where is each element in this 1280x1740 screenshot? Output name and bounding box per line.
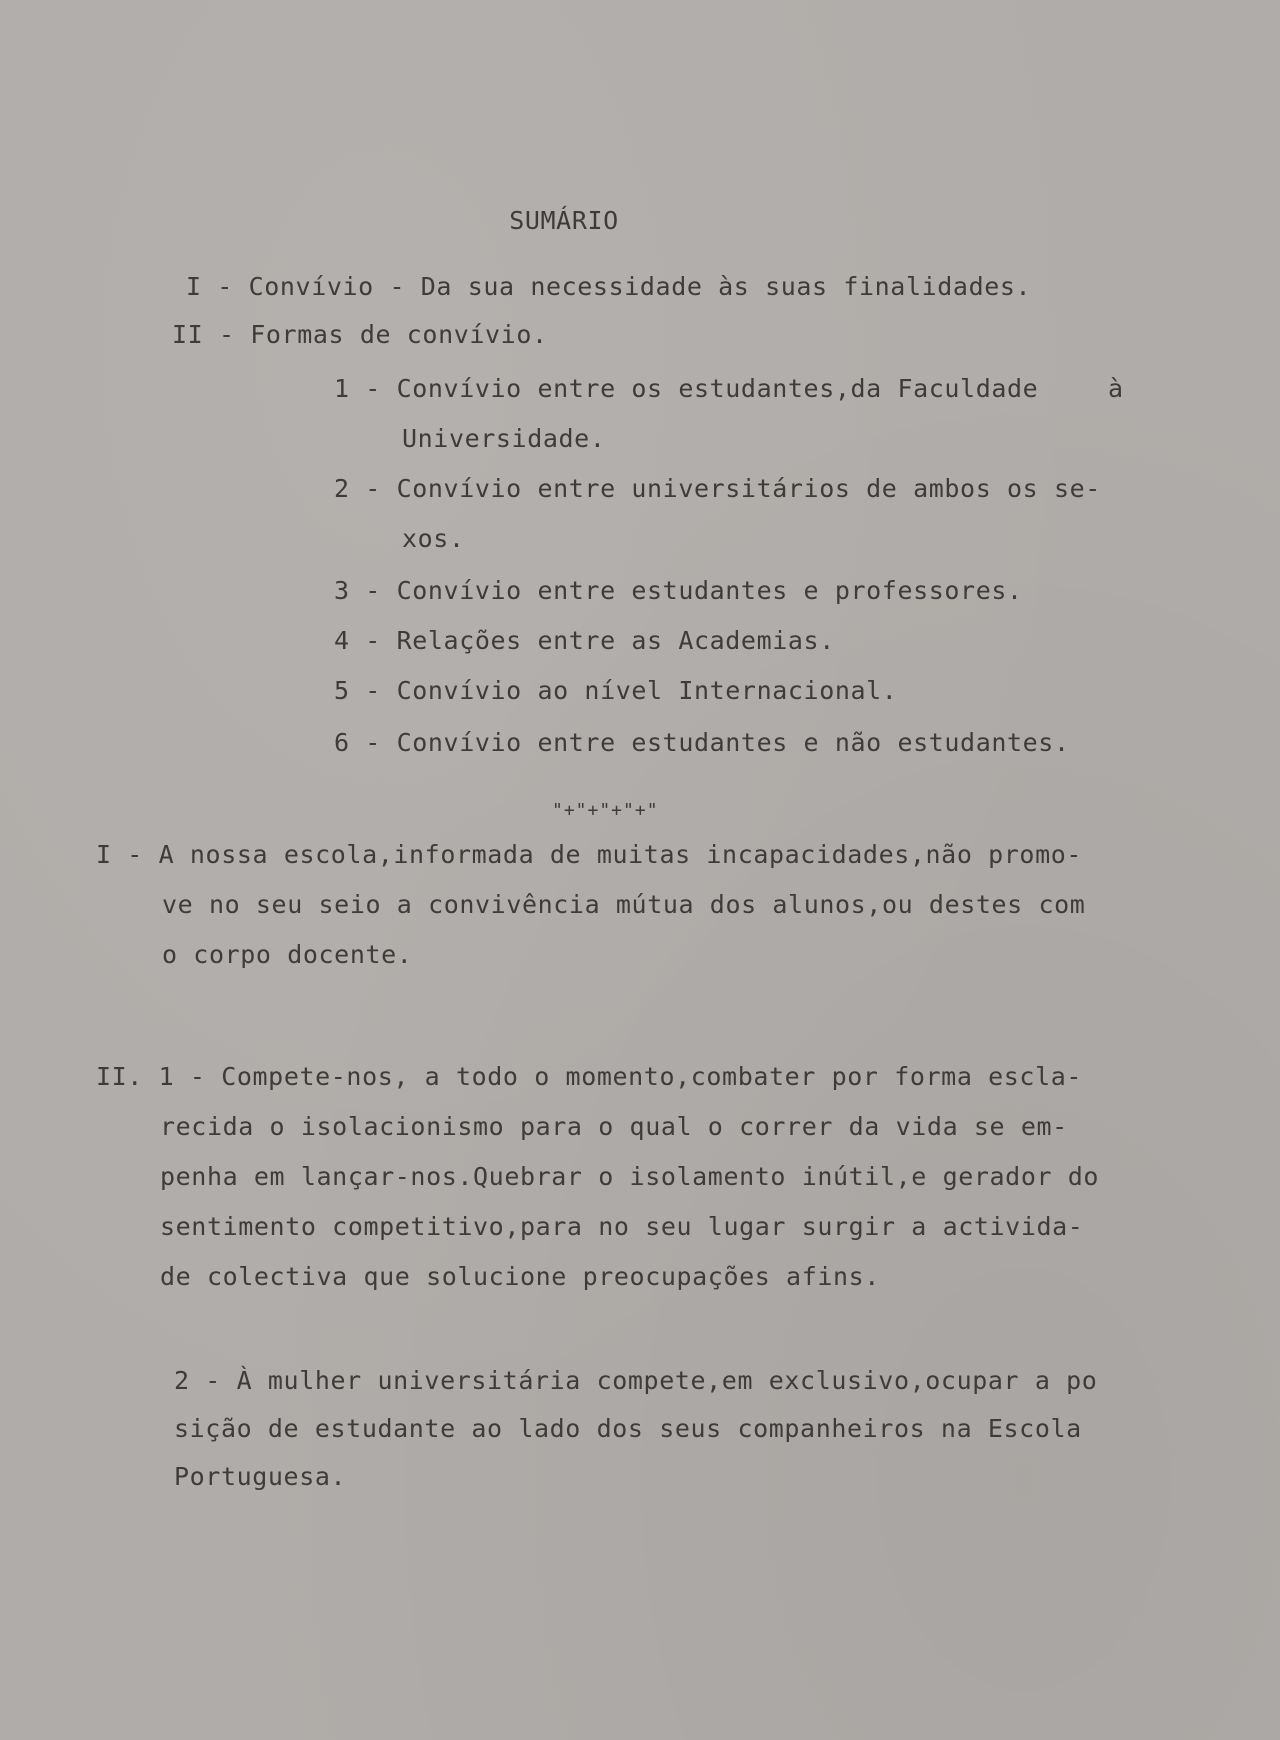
summary-line: 4 - Relações entre as Academias. (334, 626, 835, 655)
summary-line: 3 - Convívio entre estudantes e professores. (334, 576, 1023, 605)
paragraph-line: o corpo docente. (162, 940, 413, 969)
summary-line: II - Formas de convívio. (172, 320, 548, 349)
paragraph-line: sição de estudante ao lado dos seus companheiros na Escola (174, 1414, 1082, 1443)
summary-line: 1 - Convívio entre os estudantes,da Faculdade (334, 374, 1039, 403)
paragraph-line: I - A nossa escola,informada de muitas incapacidades,não promo- (96, 840, 1083, 869)
summary-line: I - Convívio - Da sua necessidade às suas finalidades. (186, 272, 1032, 301)
summary-line: Universidade. (402, 424, 606, 453)
section-separator: "+"+"+"+" (552, 800, 659, 821)
paragraph-line: de colectiva que solucione preocupações afins. (160, 1262, 880, 1291)
paragraph-line: II. 1 - Compete-nos, a todo o momento,combater por forma escla- (96, 1062, 1083, 1091)
summary-line: xos. (402, 524, 465, 553)
document-title: SUMÁRIO (509, 206, 619, 235)
paragraph-line: 2 - À mulher universitária compete,em exclusivo,ocupar a po (174, 1366, 1098, 1395)
summary-line: 6 - Convívio entre estudantes e não estudantes. (334, 728, 1070, 757)
paragraph-line: penha em lançar-nos.Quebrar o isolamento inútil,e gerador do (160, 1162, 1100, 1191)
paragraph-line: recida o isolacionismo para o qual o correr da vida se em- (160, 1112, 1068, 1141)
paragraph-line: ve no seu seio a convivência mútua dos alunos,ou destes com (162, 890, 1086, 919)
summary-line: 2 - Convívio entre universitários de ambos os se- (334, 474, 1101, 503)
summary-line: 5 - Convívio ao nível Internacional. (334, 676, 898, 705)
paragraph-line: Portuguesa. (174, 1462, 347, 1491)
paragraph-line: sentimento competitivo,para no seu lugar surgir a activida- (160, 1212, 1084, 1241)
summary-line: à (1108, 374, 1124, 403)
